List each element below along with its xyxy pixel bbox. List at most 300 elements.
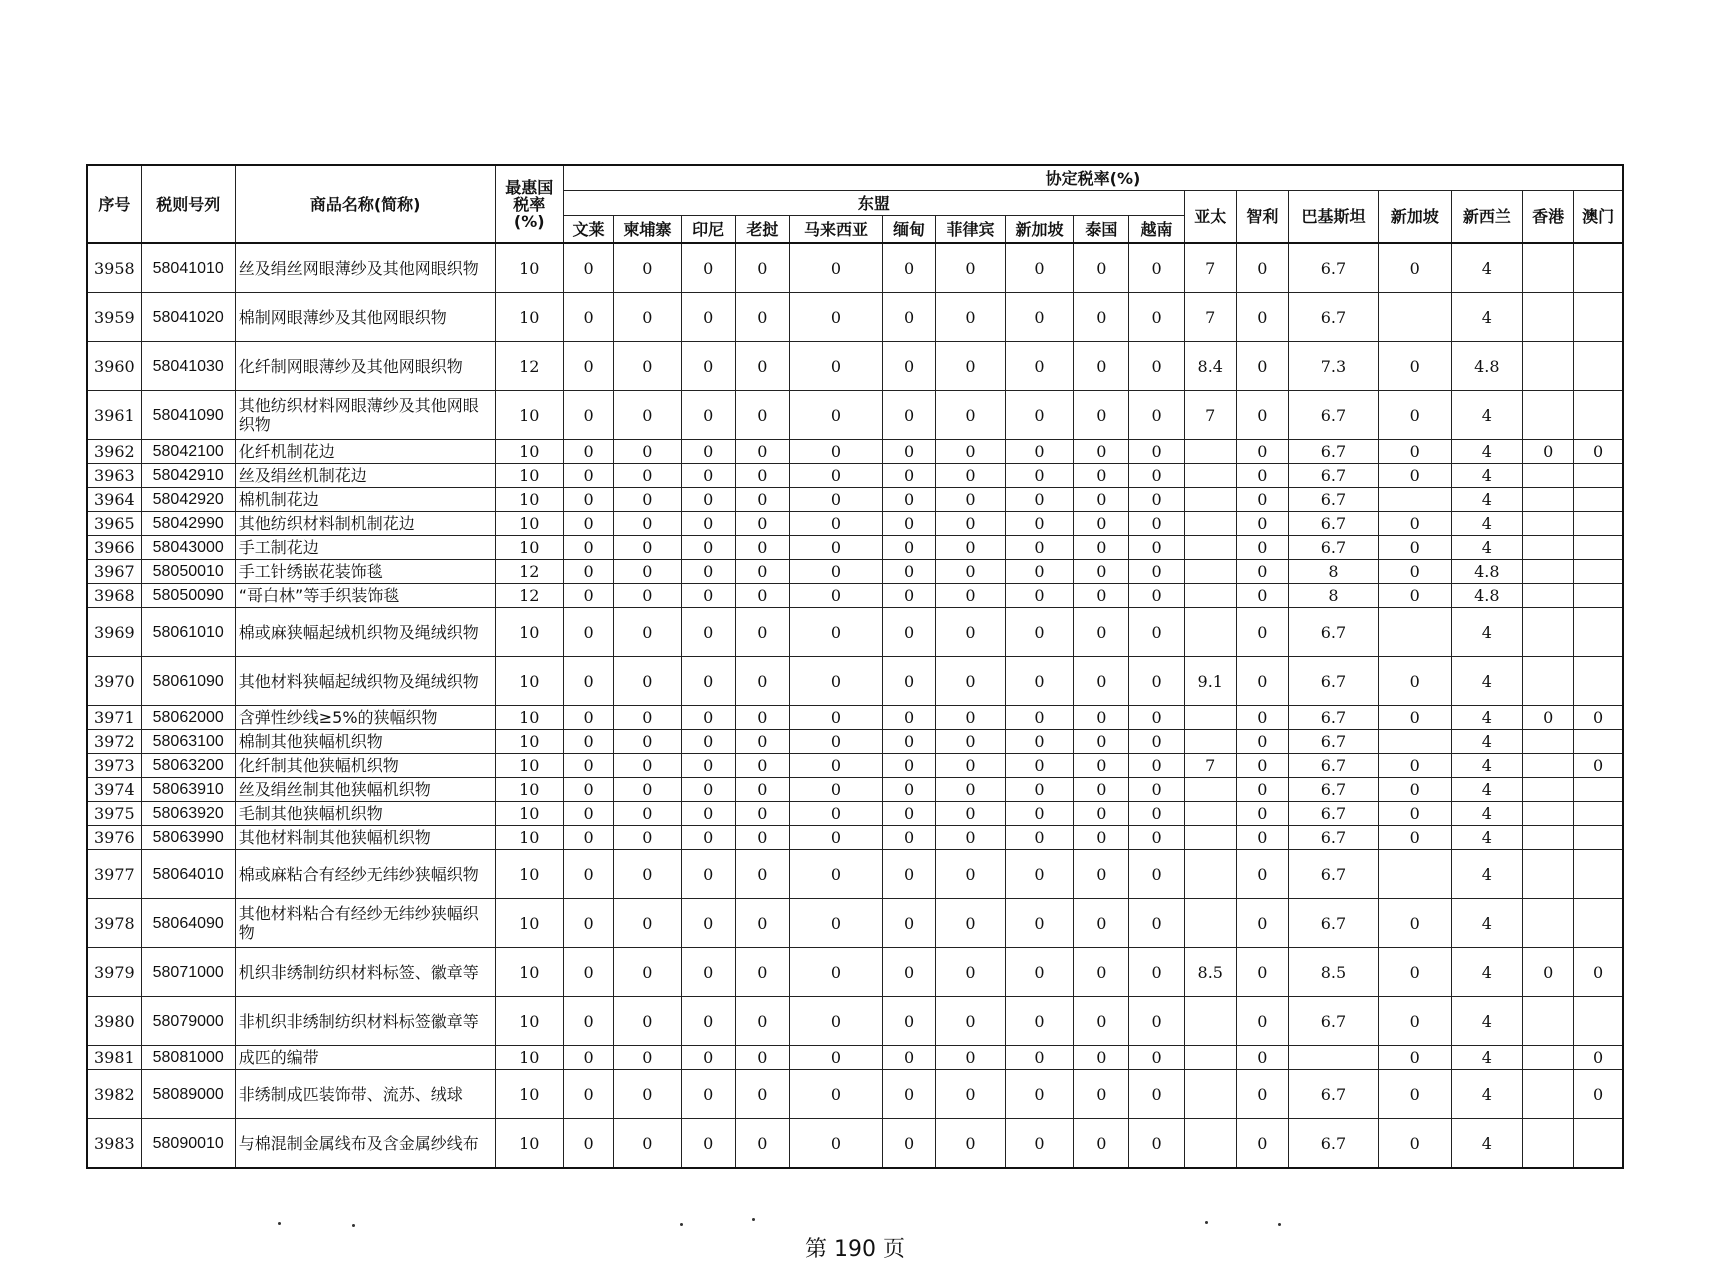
cell-rate [1523,342,1574,391]
cell-rate: 0 [614,464,681,488]
cell-rate: 0 [614,802,681,826]
cell-rate: 0 [681,440,735,464]
cell-rate: 8 [1288,584,1378,608]
cell-rate: 0 [1378,657,1451,706]
cell-rate [1574,536,1623,560]
cell-rate [1523,536,1574,560]
cell-name: 丝及绢丝机制花边 [235,464,495,488]
cell-rate: 6.7 [1288,730,1378,754]
cell-rate [1184,584,1236,608]
cell-rate [1184,826,1236,850]
cell-rate: 0 [1129,754,1184,778]
cell-rate: 0 [614,536,681,560]
cell-rate: 0 [681,560,735,584]
cell-rate: 0 [789,730,882,754]
cell-rate: 0 [789,899,882,948]
cell-rate: 0 [936,391,1006,440]
cell-seq: 3964 [87,488,141,512]
cell-code: 58063100 [141,730,235,754]
cell-rate: 0 [681,1070,735,1119]
cell-rate: 0 [614,440,681,464]
cell-code: 58062000 [141,706,235,730]
cell-seq: 3981 [87,1046,141,1070]
cell-rate [1574,730,1623,754]
cell-code: 58042990 [141,512,235,536]
cell-rate: 0 [735,464,789,488]
cell-rate: 6.7 [1288,826,1378,850]
cell-mfn: 10 [495,243,564,293]
cell-rate: 0 [614,584,681,608]
cell-rate [1523,584,1574,608]
cell-rate: 0 [1074,243,1129,293]
header-col: 澳门 [1574,191,1623,244]
cell-rate: 0 [789,802,882,826]
cell-rate [1184,802,1236,826]
cell-code: 58061090 [141,657,235,706]
table-row [87,730,1623,754]
cell-rate: 0 [1236,730,1288,754]
cell-rate: 8.5 [1288,948,1378,997]
cell-rate: 0 [883,657,936,706]
cell-rate: 0 [564,826,614,850]
cell-seq: 3958 [87,243,141,293]
cell-rate: 0 [614,1119,681,1169]
cell-rate [1574,899,1623,948]
cell-rate [1184,464,1236,488]
cell-code: 58079000 [141,997,235,1046]
cell-mfn: 10 [495,899,564,948]
cell-mfn: 10 [495,657,564,706]
cell-rate: 0 [936,1070,1006,1119]
cell-rate: 0 [1074,1119,1129,1169]
cell-rate: 0 [735,488,789,512]
cell-seq: 3959 [87,293,141,342]
cell-rate: 0 [1129,1119,1184,1169]
cell-rate: 0 [735,243,789,293]
cell-rate: 0 [1378,754,1451,778]
header-col: 菲律宾 [936,216,1006,244]
cell-rate: 0 [681,706,735,730]
cell-rate [1378,293,1451,342]
cell-rate: 0 [681,464,735,488]
cell-rate: 0 [1236,778,1288,802]
cell-seq: 3963 [87,464,141,488]
cell-rate: 4 [1451,243,1523,293]
cell-rate: 0 [681,512,735,536]
cell-rate: 0 [1074,1070,1129,1119]
cell-rate: 0 [1074,730,1129,754]
header-col: 巴基斯坦 [1288,191,1378,244]
cell-rate [1523,826,1574,850]
cell-rate: 0 [1378,706,1451,730]
header-col: 老挝 [735,216,789,244]
cell-seq: 3962 [87,440,141,464]
cell-name: 机织非绣制纺织材料标签、徽章等 [235,948,495,997]
cell-rate: 0 [1074,536,1129,560]
cell-rate: 0 [1574,754,1623,778]
header-col: 新加坡 [1378,191,1451,244]
cell-mfn: 10 [495,826,564,850]
cell-rate: 0 [936,584,1006,608]
cell-rate: 0 [1074,899,1129,948]
cell-rate: 0 [1074,293,1129,342]
cell-rate: 0 [789,778,882,802]
cell-mfn: 10 [495,608,564,657]
cell-seq: 3975 [87,802,141,826]
cell-rate [1523,1119,1574,1169]
cell-rate [1184,1070,1236,1119]
cell-rate: 0 [789,560,882,584]
cell-mfn: 10 [495,706,564,730]
cell-rate [1574,778,1623,802]
cell-rate: 0 [1574,1070,1623,1119]
cell-rate: 4 [1451,899,1523,948]
header-col: 印尼 [681,216,735,244]
cell-rate: 0 [936,778,1006,802]
cell-name: 与棉混制金属线布及含金属纱线布 [235,1119,495,1169]
cell-rate: 0 [883,293,936,342]
cell-rate: 0 [1129,1070,1184,1119]
cell-rate: 0 [1005,850,1074,899]
cell-rate: 0 [789,584,882,608]
cell-rate: 0 [735,730,789,754]
cell-rate [1378,608,1451,657]
cell-rate: 0 [1129,512,1184,536]
cell-code: 58050010 [141,560,235,584]
cell-rate: 0 [614,342,681,391]
cell-rate [1523,293,1574,342]
cell-rate: 0 [564,899,614,948]
cell-rate: 4 [1451,464,1523,488]
cell-rate: 4.8 [1451,560,1523,584]
table-row [87,1119,1623,1169]
cell-rate: 0 [1005,802,1074,826]
cell-rate [1184,1046,1236,1070]
cell-rate: 0 [681,826,735,850]
cell-rate: 0 [681,1046,735,1070]
cell-rate: 0 [1129,440,1184,464]
cell-mfn: 10 [495,997,564,1046]
cell-rate: 0 [1574,440,1623,464]
cell-rate [1378,488,1451,512]
cell-rate: 0 [1236,512,1288,536]
cell-rate: 0 [883,243,936,293]
cell-rate: 0 [735,536,789,560]
cell-name: 手工制花边 [235,536,495,560]
cell-rate: 0 [1129,730,1184,754]
cell-rate: 0 [564,997,614,1046]
cell-rate: 4 [1451,657,1523,706]
cell-rate: 0 [1236,293,1288,342]
cell-mfn: 10 [495,730,564,754]
table-row [87,512,1623,536]
cell-rate: 0 [735,826,789,850]
cell-rate: 0 [735,608,789,657]
cell-rate [1574,657,1623,706]
cell-rate: 4 [1451,440,1523,464]
cell-rate: 0 [1236,584,1288,608]
cell-rate: 0 [681,657,735,706]
cell-rate: 0 [614,778,681,802]
cell-rate: 0 [735,997,789,1046]
table-row [87,778,1623,802]
cell-rate: 0 [1129,584,1184,608]
cell-rate: 0 [735,342,789,391]
cell-rate: 0 [564,512,614,536]
cell-name: 其他材料制其他狭幅机织物 [235,826,495,850]
cell-rate: 0 [1378,1119,1451,1169]
cell-rate: 0 [789,293,882,342]
cell-rate: 6.7 [1288,754,1378,778]
cell-rate: 0 [1074,778,1129,802]
cell-rate: 0 [1236,826,1288,850]
cell-rate: 0 [614,608,681,657]
cell-rate: 0 [614,997,681,1046]
cell-rate: 0 [681,754,735,778]
cell-rate [1523,754,1574,778]
cell-rate [1523,1070,1574,1119]
cell-rate: 0 [1378,899,1451,948]
cell-rate: 0 [564,464,614,488]
cell-rate [1523,657,1574,706]
cell-rate: 8.5 [1184,948,1236,997]
cell-mfn: 10 [495,488,564,512]
cell-rate: 0 [936,754,1006,778]
cell-rate: 0 [1523,948,1574,997]
table-row [87,440,1623,464]
cell-rate: 0 [1074,464,1129,488]
cell-rate: 0 [789,1119,882,1169]
cell-rate: 0 [1074,488,1129,512]
cell-rate: 0 [1129,948,1184,997]
cell-rate: 6.7 [1288,1119,1378,1169]
cell-rate: 0 [681,850,735,899]
cell-rate: 0 [936,488,1006,512]
cell-rate: 0 [681,243,735,293]
cell-rate [1574,997,1623,1046]
cell-rate: 0 [681,1119,735,1169]
cell-rate: 0 [789,512,882,536]
cell-rate: 0 [1236,997,1288,1046]
cell-code: 58064090 [141,899,235,948]
cell-rate: 0 [883,608,936,657]
cell-rate: 0 [614,657,681,706]
cell-rate: 4 [1451,1046,1523,1070]
cell-rate: 4 [1451,1070,1523,1119]
cell-rate: 0 [1074,512,1129,536]
cell-rate [1574,391,1623,440]
cell-rate: 0 [681,488,735,512]
cell-rate: 0 [564,584,614,608]
cell-rate: 0 [735,754,789,778]
table-row [87,1070,1623,1119]
cell-rate: 0 [1005,293,1074,342]
cell-rate [1574,1119,1623,1169]
cell-rate: 0 [1129,293,1184,342]
cell-rate: 0 [1378,512,1451,536]
cell-rate: 0 [1074,802,1129,826]
cell-rate: 0 [1378,1046,1451,1070]
cell-rate: 0 [1074,584,1129,608]
cell-rate: 6.7 [1288,1070,1378,1119]
cell-name: 毛制其他狭幅机织物 [235,802,495,826]
table-row [87,850,1623,899]
cell-rate: 0 [1074,440,1129,464]
cell-rate: 0 [936,608,1006,657]
cell-rate: 0 [564,342,614,391]
cell-rate: 0 [1378,342,1451,391]
cell-rate [1378,850,1451,899]
cell-rate: 0 [1129,608,1184,657]
cell-rate: 0 [1129,243,1184,293]
cell-mfn: 10 [495,536,564,560]
cell-rate: 0 [1129,997,1184,1046]
cell-seq: 3982 [87,1070,141,1119]
cell-rate: 0 [883,512,936,536]
cell-rate: 0 [681,536,735,560]
cell-rate: 4 [1451,1119,1523,1169]
cell-rate: 0 [564,560,614,584]
cell-rate [1184,997,1236,1046]
cell-rate: 0 [1129,391,1184,440]
cell-rate: 0 [1236,488,1288,512]
cell-code: 58064010 [141,850,235,899]
cell-rate: 0 [1005,754,1074,778]
cell-rate: 0 [936,948,1006,997]
cell-rate: 0 [735,850,789,899]
cell-rate [1288,1046,1378,1070]
cell-rate: 0 [1378,464,1451,488]
cell-rate: 0 [1005,342,1074,391]
cell-rate: 0 [789,657,882,706]
cell-seq: 3969 [87,608,141,657]
cell-rate: 0 [564,754,614,778]
header-col: 文莱 [564,216,614,244]
cell-code: 58090010 [141,1119,235,1169]
cell-rate: 0 [1378,948,1451,997]
cell-name: “哥白林”等手织装饰毯 [235,584,495,608]
cell-rate: 0 [1129,464,1184,488]
cell-code: 58041020 [141,293,235,342]
cell-rate: 0 [1074,948,1129,997]
cell-rate: 0 [681,293,735,342]
cell-rate: 0 [1074,342,1129,391]
cell-rate: 0 [1574,1046,1623,1070]
cell-rate [1523,899,1574,948]
cell-rate: 6.7 [1288,536,1378,560]
cell-rate: 4 [1451,754,1523,778]
cell-rate: 0 [936,293,1006,342]
cell-rate: 0 [614,560,681,584]
page-number: 第 190 页 [805,1237,905,1262]
cell-rate: 0 [1005,778,1074,802]
cell-name: 棉或麻狭幅起绒机织物及绳绒织物 [235,608,495,657]
cell-rate: 0 [1378,391,1451,440]
table-row [87,1046,1623,1070]
cell-rate: 0 [936,536,1006,560]
cell-rate: 0 [735,1046,789,1070]
cell-name: 棉制网眼薄纱及其他网眼织物 [235,293,495,342]
cell-rate: 0 [936,440,1006,464]
table-row [87,754,1623,778]
cell-rate [1523,512,1574,536]
cell-rate: 4 [1451,997,1523,1046]
table-row [87,464,1623,488]
cell-rate: 0 [1005,608,1074,657]
cell-rate: 0 [1378,1070,1451,1119]
cell-rate: 0 [614,948,681,997]
cell-rate: 0 [1129,1046,1184,1070]
cell-rate: 0 [614,243,681,293]
cell-rate [1184,560,1236,584]
cell-rate: 0 [883,1046,936,1070]
cell-rate [1574,584,1623,608]
table-row [87,560,1623,584]
cell-name: 含弹性纱线≥5%的狭幅织物 [235,706,495,730]
table-row [87,243,1623,293]
cell-rate [1523,997,1574,1046]
cell-rate: 0 [1074,608,1129,657]
cell-rate: 0 [1005,243,1074,293]
cell-rate [1574,293,1623,342]
cell-rate: 0 [735,584,789,608]
cell-mfn: 10 [495,440,564,464]
table-row [87,826,1623,850]
cell-rate: 0 [789,826,882,850]
cell-rate: 0 [1074,706,1129,730]
cell-rate: 6.7 [1288,440,1378,464]
scan-marks [0,1210,1710,1230]
cell-rate: 0 [564,1046,614,1070]
cell-rate: 0 [614,293,681,342]
cell-rate: 0 [735,560,789,584]
cell-rate: 0 [614,488,681,512]
cell-rate: 0 [1074,850,1129,899]
cell-rate: 0 [564,391,614,440]
cell-rate [1523,778,1574,802]
header-col: 马来西亚 [789,216,882,244]
cell-rate: 6.7 [1288,850,1378,899]
cell-rate: 0 [564,657,614,706]
cell-rate: 0 [1129,657,1184,706]
cell-seq: 3973 [87,754,141,778]
header-name: 商品名称(简称) [235,165,495,243]
cell-rate: 0 [789,536,882,560]
cell-rate: 0 [614,512,681,536]
cell-name: 其他材料狭幅起绒织物及绳绒织物 [235,657,495,706]
cell-mfn: 10 [495,802,564,826]
cell-rate: 0 [735,657,789,706]
cell-rate: 0 [564,293,614,342]
cell-rate: 0 [1236,243,1288,293]
cell-rate: 0 [1129,826,1184,850]
header-mfn: 最惠国税率(%) [495,165,564,243]
cell-rate: 0 [789,464,882,488]
cell-rate [1574,608,1623,657]
cell-rate: 0 [735,1070,789,1119]
table-row [87,488,1623,512]
cell-rate: 0 [735,1119,789,1169]
cell-rate: 4.8 [1451,342,1523,391]
header-col: 泰国 [1074,216,1129,244]
cell-mfn: 10 [495,1046,564,1070]
cell-rate: 0 [1129,536,1184,560]
cell-rate: 0 [936,706,1006,730]
cell-rate: 0 [1074,1046,1129,1070]
cell-rate: 0 [1005,899,1074,948]
cell-rate: 0 [1236,802,1288,826]
cell-rate: 0 [1074,997,1129,1046]
